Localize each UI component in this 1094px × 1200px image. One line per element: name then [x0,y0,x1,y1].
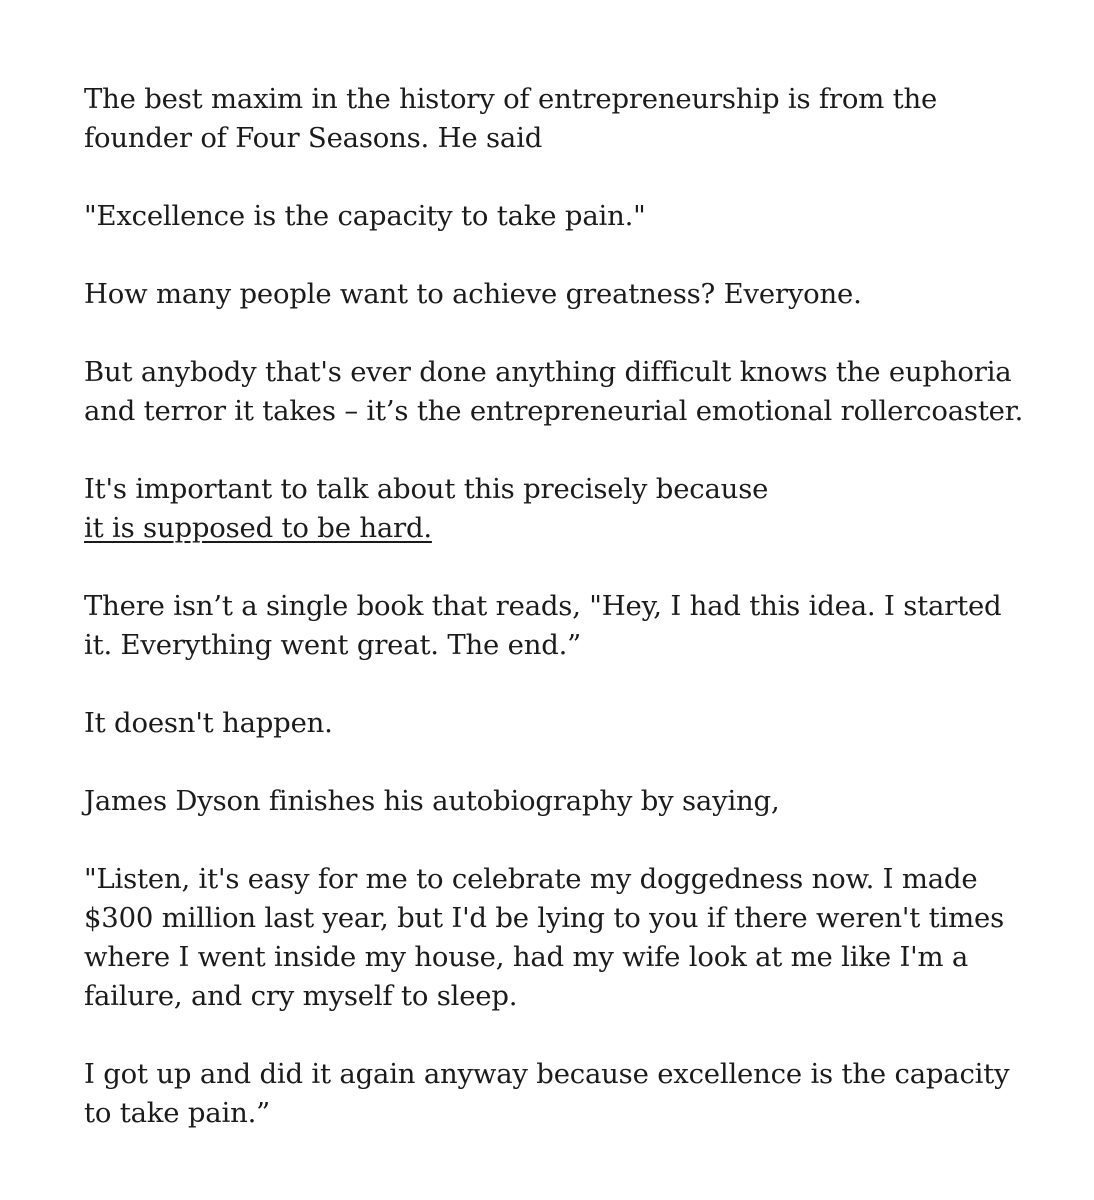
text-line: But anybody that's ever done anything difficult knows the euphoria [84,356,1012,388]
text-line: founder of Four Seasons. He said [84,122,543,154]
paragraph-quote-excellence [84,197,1074,236]
text-line: $300 million last year, but I'd be lying to you if there weren't times [84,902,1004,934]
text-line: James Dyson finishes his autobiography by saying, [84,785,780,817]
text-line-container [84,509,1074,548]
paragraph-rollercoaster [84,353,1074,431]
paragraph-greatness [84,275,1074,314]
text-line: to take pain.” [84,1097,270,1129]
paragraph-doesnt-happen [84,704,1074,743]
paragraph-dyson-closing [84,1055,1074,1133]
paragraph-no-book [84,587,1074,665]
paragraph-dyson-intro [84,782,1074,821]
paragraph-important [84,470,1074,548]
paragraph-maxim-intro [84,80,1074,158]
text-line: failure, and cry myself to sleep. [84,980,518,1012]
underlined-phrase: it is supposed to be hard. [84,512,432,544]
document-body [84,80,1074,1133]
text-line: It's important to talk about this precisely because [84,473,769,505]
text-line: There isn’t a single book that reads, "Hey, I had this idea. I started [84,590,1002,622]
text-line: It doesn't happen. [84,707,333,739]
paragraph-dyson-quote [84,860,1074,1016]
text-line: it. Everything went great. The end.” [84,629,582,661]
text-line: where I went inside my house, had my wife look at me like I'm a [84,941,969,973]
text-line: The best maxim in the history of entrepreneurship is from the [84,83,938,115]
text-line: I got up and did it again anyway because excellence is the capacity [84,1058,1010,1090]
text-line: and terror it takes – it’s the entrepreneurial emotional rollercoaster. [84,395,1024,427]
text-line: "Listen, it's easy for me to celebrate my doggedness now. I made [84,863,978,895]
text-line: How many people want to achieve greatness? Everyone. [84,278,862,310]
text-line: "Excellence is the capacity to take pain." [84,200,646,232]
